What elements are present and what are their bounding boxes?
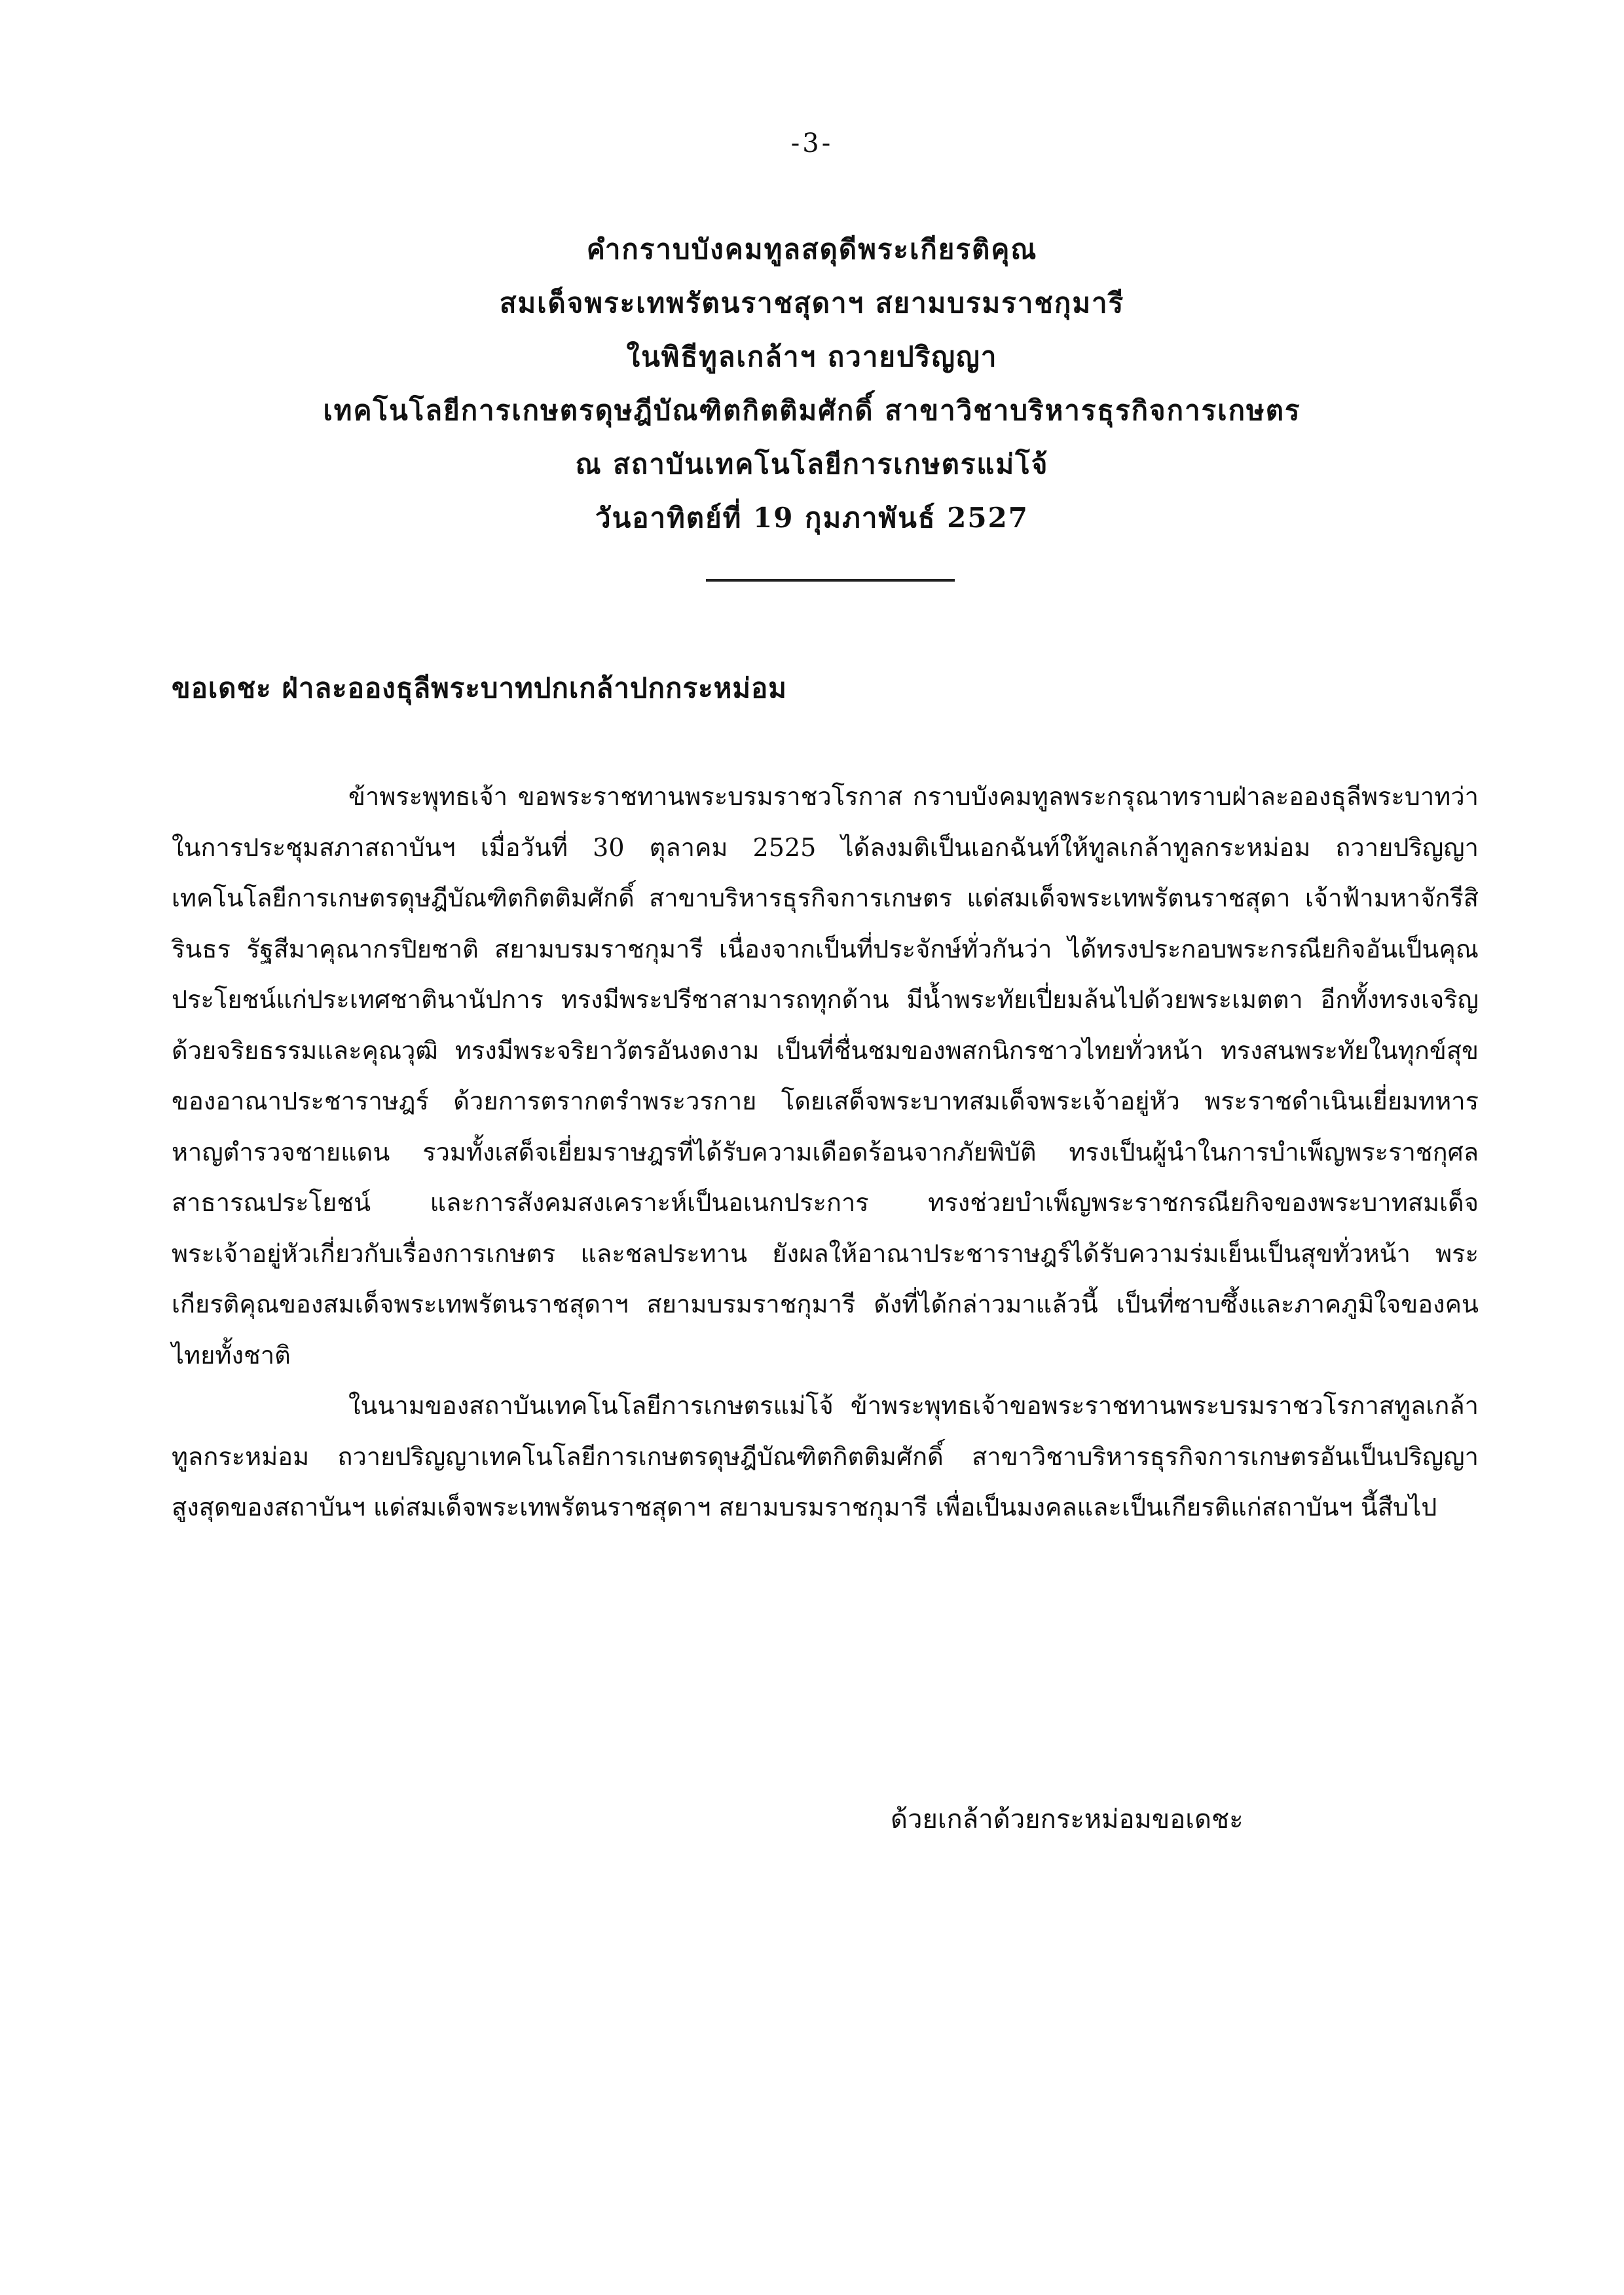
title-line: วันอาทิตย์ที่ 19 กุมภาพันธ์ 2527 xyxy=(595,502,1029,534)
closing-phrase: ด้วยเกล้าด้วยกระหม่อมขอเดชะ xyxy=(891,1804,1244,1835)
title-line: ณ สถาบันเทคโนโลยีการเกษตรแม่โจ้ xyxy=(575,448,1049,480)
document-title xyxy=(0,223,1624,545)
salutation: ขอเดชะ ฝ่าละอองธุลีพระบาทปกเกล้าปกกระหม่อม xyxy=(172,672,787,704)
paragraph: ในนามของสถาบันเทคโนโลยีการเกษตรแม่โจ้ ข้าพระพุทธเจ้าขอพระราชทานพระบรมราชวโรกาสทูลเกล้าทูลกระหม่อม ถวายปริญญาเทคโนโลยีการเกษตรดุษฎีบัณฑิตกิตติมศักดิ์ สาขาวิชาบริหารธุรกิจการเกษตรอันเป็นปริญญาสูงสุดของสถาบันฯ แด่สมเด็จพระเทพรัตนราชสุดาฯ สยามบรมราชกุมารี เพื่อเป็นมงคลและเป็นเกียรติแก่สถาบันฯ นี้สืบไป xyxy=(172,1391,1479,1521)
body-text xyxy=(172,772,1479,1533)
page-number: -3- xyxy=(790,128,834,159)
paragraph: ข้าพระพุทธเจ้า ขอพระราชทานพระบรมราชวโรกาส กราบบังคมทูลพระกรุณาทราบฝ่าละอองธุลีพระบาทว่า ในการประชุมสภาสถาบันฯ เมื่อวันที่ 30 ตุลาคม 2525 ได้ลงมติเป็นเอกฉันท์ให้ทูลเกล้าทูลกระหม่อม ถวายปริญญาเทคโนโลยีการเกษตรดุษฎีบัณฑิตกิตติมศักดิ์ สาขาบริหารธุรกิจการเกษตร แด่สมเด็จพระเทพรัตนราชสุดา เจ้าฟ้ามหาจักรีสิรินธร รัฐสีมาคุณากรปิยชาติ สยามบรมราชกุมารี เนื่องจากเป็นที่ประจักษ์ทั่วกันว่า ได้ทรงประกอบพระกรณียกิจอันเป็นคุณประโยชน์แก่ประเทศชาตินานัปการ ทรงมีพระปรีชาสามารถทุกด้าน มีน้ำพระทัยเปี่ยมล้นไปด้วยพระเมตตา อีกทั้งทรงเจริญด้วยจริยธรรมและคุณวุฒิ ทรงมีพระจริยาวัตรอันงดงาม เป็นที่ชื่นชมของพสกนิกรชาวไทยทั่วหน้า ทรงสนพระทัยในทุกข์สุขของอาณาประชาราษฎร์ ด้วยการตรากตรำพระวรกาย โดยเสด็จพระบาทสมเด็จพระเจ้าอยู่หัว พระราชดำเนินเยี่ยมทหารหาญตำรวจชายแดน รวมทั้งเสด็จเยี่ยมราษฎรที่ได้รับความเดือดร้อนจากภัยพิบัติ ทรงเป็นผู้นำในการบำเพ็ญพระราชกุศลสาธารณประโยชน์ และการสังคมสงเคราะห์เป็นอเนกประการ ทรงช่วยบำเพ็ญพระราชกรณียกิจของพระบาทสมเด็จพระเจ้าอยู่หัวเกี่ยวกับเรื่องการเกษตร และชลประทาน ยังผลให้อาณาประชาราษฎร์ได้รับความร่มเย็นเป็นสุขทั่วหน้า พระเกียรติคุณของสมเด็จพระเทพรัตนราชสุดาฯ สยามบรมราชกุมารี ดังที่ได้กล่าวมาแล้วนี้ เป็นที่ซาบซึ้งและภาคภูมิใจของคนไทยทั้งชาติ xyxy=(172,782,1479,1370)
title-line: คำกราบบังคมทูลสดุดีพระเกียรติคุณ xyxy=(586,233,1038,265)
title-line: เทคโนโลยีการเกษตรดุษฎีบัณฑิตกิตติมศักดิ์ สาขาวิชาบริหารธุรกิจการเกษตร xyxy=(323,394,1301,426)
title-separator xyxy=(706,579,955,582)
title-line: ในพิธีทูลเกล้าฯ ถวายปริญญา xyxy=(626,341,998,373)
title-line: สมเด็จพระเทพรัตนราชสุดาฯ สยามบรมราชกุมารี xyxy=(499,287,1125,319)
